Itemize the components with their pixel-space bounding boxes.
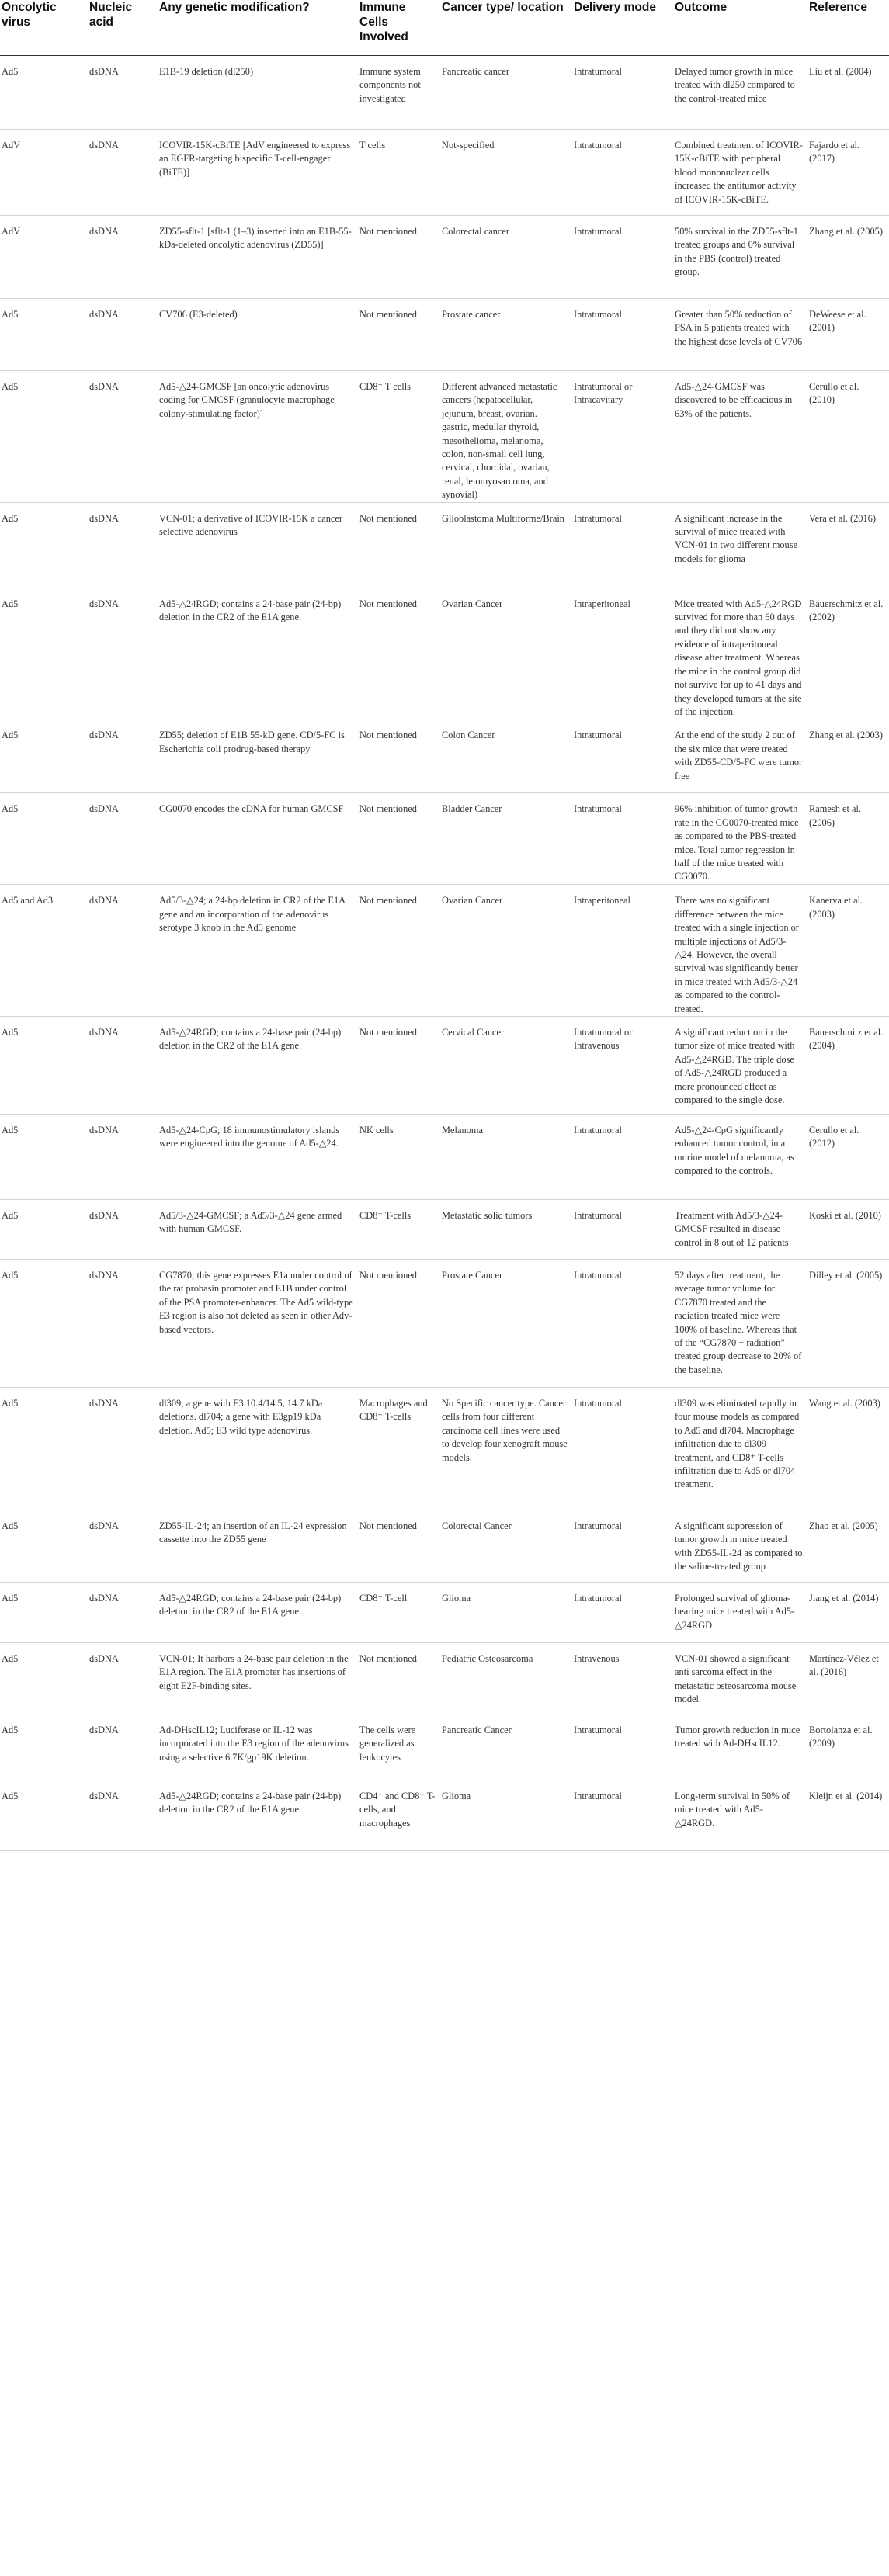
cell-immune-cells: Not mentioned xyxy=(358,885,440,1017)
cell-cancer-type: Bladder Cancer xyxy=(440,793,572,885)
cell-genetic-modification: Ad5-△24RGD; contains a 24-base pair (24-bp) deletion in the CR2 of the E1A gene. xyxy=(158,1016,358,1114)
cell-oncolytic-virus: Ad5 xyxy=(0,1199,88,1259)
header-delivery-mode: Delivery mode xyxy=(572,0,673,56)
cell-genetic-modification: Ad5-△24-CpG; 18 immunostimulatory islands were engineered into the genome of Ad5-△24. xyxy=(158,1114,358,1199)
cell-immune-cells: Not mentioned xyxy=(358,299,440,371)
cell-outcome: There was no significant difference between the mice treated with a single injection or multiple injections of Ad5/3-△24. However, the overall survival was significantly better in mice treated with Ad5/3-△24 as compared to the control-treated. xyxy=(673,885,807,1017)
cell-delivery-mode: Intratumoral xyxy=(572,719,673,793)
cell-delivery-mode: Intratumoral xyxy=(572,1387,673,1510)
cell-nucleic-acid: dsDNA xyxy=(88,1016,158,1114)
cell-delivery-mode: Intratumoral xyxy=(572,299,673,371)
cell-genetic-modification: Ad5-△24-GMCSF [an oncolytic adenovirus coding for GMCSF (granulocyte macrophage colony-stimulating factor)] xyxy=(158,371,358,503)
cell-delivery-mode: Intratumoral xyxy=(572,130,673,216)
cell-nucleic-acid: dsDNA xyxy=(88,371,158,503)
cell-outcome: dl309 was eliminated rapidly in four mouse models as compared to Ad5 and dl704. Macrophage infiltration due to dl309 treatment, and CD8⁺ T-cells infiltration due to Ad5 or dl704 treatment. xyxy=(673,1387,807,1510)
cell-immune-cells: Not mentioned xyxy=(358,719,440,793)
cell-outcome: VCN-01 showed a significant anti sarcoma effect in the metastatic osteosarcoma mouse model. xyxy=(673,1642,807,1714)
table-row xyxy=(0,1387,889,1510)
cell-outcome: Treatment with Ad5/3-△24-GMCSF resulted in disease control in 8 out of 12 patients xyxy=(673,1199,807,1259)
cell-outcome: Long-term survival in 50% of mice treated with Ad5-△24RGD. xyxy=(673,1780,807,1850)
cell-immune-cells: Not mentioned xyxy=(358,502,440,588)
table-row xyxy=(0,216,889,299)
cell-genetic-modification: Ad5-△24RGD; contains a 24-base pair (24-bp) deletion in the CR2 of the E1A gene. xyxy=(158,588,358,719)
table-row xyxy=(0,719,889,793)
cell-nucleic-acid: dsDNA xyxy=(88,1714,158,1780)
table-header xyxy=(0,0,889,56)
cell-oncolytic-virus: Ad5 xyxy=(0,1387,88,1510)
table-row xyxy=(0,588,889,719)
table-row xyxy=(0,793,889,885)
table-row xyxy=(0,502,889,588)
cell-reference: Bauerschmitz et al. (2002) xyxy=(807,588,889,719)
cell-delivery-mode: Intravenous xyxy=(572,1642,673,1714)
cell-cancer-type: Colorectal Cancer xyxy=(440,1510,572,1582)
cell-cancer-type: Not-specified xyxy=(440,130,572,216)
cell-genetic-modification: ZD55-IL-24; an insertion of an IL-24 expression cassette into the ZD55 gene xyxy=(158,1510,358,1582)
cell-immune-cells: Not mentioned xyxy=(358,1642,440,1714)
cell-nucleic-acid: dsDNA xyxy=(88,719,158,793)
cell-cancer-type: Glioblastoma Multiforme/Brain xyxy=(440,502,572,588)
cell-immune-cells: CD8⁺ T-cells xyxy=(358,1199,440,1259)
cell-reference: Kanerva et al. (2003) xyxy=(807,885,889,1017)
cell-oncolytic-virus: Ad5 xyxy=(0,1780,88,1850)
cell-outcome: A significant increase in the survival of mice treated with VCN-01 in two different mouse models for glioma xyxy=(673,502,807,588)
cell-genetic-modification: CV706 (E3-deleted) xyxy=(158,299,358,371)
cell-delivery-mode: Intratumoral xyxy=(572,1259,673,1387)
cell-oncolytic-virus: Ad5 xyxy=(0,56,88,130)
cell-delivery-mode: Intratumoral xyxy=(572,1199,673,1259)
cell-reference: Wang et al. (2003) xyxy=(807,1387,889,1510)
header-row xyxy=(0,0,889,56)
cell-delivery-mode: Intratumoral xyxy=(572,1582,673,1642)
cell-outcome: Greater than 50% reduction of PSA in 5 patients treated with the highest dose levels of CV706 xyxy=(673,299,807,371)
cell-cancer-type: Glioma xyxy=(440,1582,572,1642)
cell-oncolytic-virus: Ad5 xyxy=(0,1582,88,1642)
cell-oncolytic-virus: Ad5 xyxy=(0,1510,88,1582)
cell-oncolytic-virus: Ad5 and Ad3 xyxy=(0,885,88,1017)
header-reference: Reference xyxy=(807,0,889,56)
cell-immune-cells: Not mentioned xyxy=(358,1016,440,1114)
cell-cancer-type: Prostate cancer xyxy=(440,299,572,371)
cell-outcome: Ad5-△24-CpG significantly enhanced tumor control, in a murine model of melanoma, as compared to the controls. xyxy=(673,1114,807,1199)
cell-outcome: 52 days after treatment, the average tumor volume for CG7870 treated and the radiation treated mice were 100% of baseline. Whereas that of the “CG7870 + radiation” treated group decrease to 20% of the baseline. xyxy=(673,1259,807,1387)
cell-outcome: A significant reduction in the tumor size of mice treated with Ad5-△24RGD. The triple dose of Ad5-△24RGD produced a more pronounced effect as compared to the single dose. xyxy=(673,1016,807,1114)
cell-reference: Cerullo et al. (2010) xyxy=(807,371,889,503)
cell-nucleic-acid: dsDNA xyxy=(88,793,158,885)
cell-nucleic-acid: dsDNA xyxy=(88,1780,158,1850)
cell-outcome: Combined treatment of ICOVIR-15K-cBiTE with peripheral blood mononuclear cells increased the antitumor activity of ICOVIR-15K-cBiTE. xyxy=(673,130,807,216)
cell-genetic-modification: ICOVIR-15K-cBiTE [AdV engineered to express an EGFR-targeting bispecific T-cell-engager (BiTE)] xyxy=(158,130,358,216)
header-immune-cells: Immune Cells Involved xyxy=(358,0,440,56)
cell-outcome: Ad5-△24-GMCSF was discovered to be efficacious in 63% of the patients. xyxy=(673,371,807,503)
cell-cancer-type: Colon Cancer xyxy=(440,719,572,793)
cell-genetic-modification: Ad-DHscIL12; Luciferase or IL-12 was incorporated into the E3 region of the adenovirus using a selective 6.7K/gp19K deletion. xyxy=(158,1714,358,1780)
cell-reference: Zhao et al. (2005) xyxy=(807,1510,889,1582)
table-row xyxy=(0,56,889,130)
cell-genetic-modification: CG0070 encodes the cDNA for human GMCSF xyxy=(158,793,358,885)
cell-nucleic-acid: dsDNA xyxy=(88,1387,158,1510)
cell-cancer-type: Different advanced metastatic cancers (hepatocellular, jejunum, breast, ovarian. gastric, medullar thyroid, mesothelioma, melanoma, colon, non-small cell lung, cervical, choroidal, ovarian, renal, leiomyosarcoma, and synovial) xyxy=(440,371,572,503)
table-row xyxy=(0,1714,889,1780)
cell-genetic-modification: E1B-19 deletion (dl250) xyxy=(158,56,358,130)
table-row xyxy=(0,1114,889,1199)
cell-reference: Jiang et al. (2014) xyxy=(807,1582,889,1642)
cell-reference: Ramesh et al. (2006) xyxy=(807,793,889,885)
cell-reference: Vera et al. (2016) xyxy=(807,502,889,588)
header-cancer-type: Cancer type/ location xyxy=(440,0,572,56)
cell-delivery-mode: Intratumoral xyxy=(572,1780,673,1850)
cell-immune-cells: CD8⁺ T cells xyxy=(358,371,440,503)
cell-oncolytic-virus: Ad5 xyxy=(0,719,88,793)
cell-oncolytic-virus: Ad5 xyxy=(0,1114,88,1199)
table-row xyxy=(0,1510,889,1582)
cell-nucleic-acid: dsDNA xyxy=(88,885,158,1017)
cell-cancer-type: Pancreatic cancer xyxy=(440,56,572,130)
cell-cancer-type: Prostate Cancer xyxy=(440,1259,572,1387)
header-outcome: Outcome xyxy=(673,0,807,56)
cell-delivery-mode: Intratumoral xyxy=(572,1714,673,1780)
cell-outcome: At the end of the study 2 out of the six mice that were treated with ZD55-CD/5-FC were tumor free xyxy=(673,719,807,793)
cell-nucleic-acid: dsDNA xyxy=(88,1259,158,1387)
cell-delivery-mode: Intratumoral xyxy=(572,56,673,130)
cell-immune-cells: CD4⁺ and CD8⁺ T-cells, and macrophages xyxy=(358,1780,440,1850)
cell-cancer-type: Colorectal cancer xyxy=(440,216,572,299)
cell-delivery-mode: Intraperitoneal xyxy=(572,588,673,719)
cell-immune-cells: Not mentioned xyxy=(358,588,440,719)
cell-genetic-modification: Ad5-△24RGD; contains a 24-base pair (24-bp) deletion in the CR2 of the E1A gene. xyxy=(158,1780,358,1850)
cell-nucleic-acid: dsDNA xyxy=(88,56,158,130)
cell-cancer-type: Melanoma xyxy=(440,1114,572,1199)
cell-immune-cells: NK cells xyxy=(358,1114,440,1199)
table-row xyxy=(0,1642,889,1714)
cell-outcome: 50% survival in the ZD55-sflt-1 treated groups and 0% survival in the PBS (control) treated group. xyxy=(673,216,807,299)
cell-nucleic-acid: dsDNA xyxy=(88,588,158,719)
cell-cancer-type: Ovarian Cancer xyxy=(440,885,572,1017)
cell-immune-cells: Not mentioned xyxy=(358,1259,440,1387)
cell-oncolytic-virus: Ad5 xyxy=(0,502,88,588)
cell-genetic-modification: Ad5-△24RGD; contains a 24-base pair (24-bp) deletion in the CR2 of the E1A gene. xyxy=(158,1582,358,1642)
table-row xyxy=(0,1199,889,1259)
cell-outcome: Prolonged survival of glioma-bearing mice treated with Ad5-△24RGD xyxy=(673,1582,807,1642)
cell-genetic-modification: VCN-01; a derivative of ICOVIR-15K a cancer selective adenovirus xyxy=(158,502,358,588)
cell-immune-cells: T cells xyxy=(358,130,440,216)
cell-outcome: Mice treated with Ad5-△24RGD survived for more than 60 days and they did not show any evidence of intraperitoneal disease after treatment. Whereas the mice in the control group did not survive for up to 41 days and they developed tumors at the site of the injection. xyxy=(673,588,807,719)
cell-immune-cells: Not mentioned xyxy=(358,793,440,885)
cell-nucleic-acid: dsDNA xyxy=(88,299,158,371)
cell-immune-cells: Macrophages and CD8⁺ T-cells xyxy=(358,1387,440,1510)
cell-nucleic-acid: dsDNA xyxy=(88,1114,158,1199)
cell-reference: Cerullo et al. (2012) xyxy=(807,1114,889,1199)
cell-outcome: 96% inhibition of tumor growth rate in the CG0070-treated mice as compared to the PBS-treated mice. Total tumor regression in half of the mice treated with CG0070. xyxy=(673,793,807,885)
table-row xyxy=(0,1582,889,1642)
cell-delivery-mode: Intratumoral xyxy=(572,1114,673,1199)
cell-reference: Liu et al. (2004) xyxy=(807,56,889,130)
cell-immune-cells: CD8⁺ T-cell xyxy=(358,1582,440,1642)
cell-reference: Kleijn et al. (2014) xyxy=(807,1780,889,1850)
cell-oncolytic-virus: Ad5 xyxy=(0,371,88,503)
cell-cancer-type: Pediatric Osteosarcoma xyxy=(440,1642,572,1714)
cell-nucleic-acid: dsDNA xyxy=(88,130,158,216)
cell-nucleic-acid: dsDNA xyxy=(88,1582,158,1642)
cell-genetic-modification: VCN-01; It harbors a 24-base pair deletion in the E1A region. The E1A promoter has insertions of eight E2F-binding sites. xyxy=(158,1642,358,1714)
cell-oncolytic-virus: Ad5 xyxy=(0,588,88,719)
cell-genetic-modification: Ad5/3-△24-GMCSF; a Ad5/3-△24 gene armed with human GMCSF. xyxy=(158,1199,358,1259)
table-row xyxy=(0,1780,889,1850)
table-row xyxy=(0,130,889,216)
cell-immune-cells: Not mentioned xyxy=(358,1510,440,1582)
table-row xyxy=(0,1016,889,1114)
cell-oncolytic-virus: Ad5 xyxy=(0,1714,88,1780)
cell-delivery-mode: Intratumoral or Intravenous xyxy=(572,1016,673,1114)
cell-oncolytic-virus: Ad5 xyxy=(0,793,88,885)
cell-genetic-modification: dl309; a gene with E3 10.4/14.5, 14.7 kDa deletions. dl704; a gene with E3gp19 kDa deletion. Ad5; E3 wild type adenovirus. xyxy=(158,1387,358,1510)
cell-genetic-modification: ZD55-sflt-1 [sflt-1 (1–3) inserted into an E1B-55-kDa-deleted oncolytic adenovirus (ZD55)] xyxy=(158,216,358,299)
cell-immune-cells: Immune system components not investigated xyxy=(358,56,440,130)
table-body xyxy=(0,56,889,1851)
table-row xyxy=(0,1259,889,1387)
cell-outcome: A significant suppression of tumor growth in mice treated with ZD55-IL-24 as compared to the saline-treated group xyxy=(673,1510,807,1582)
cell-delivery-mode: Intratumoral xyxy=(572,793,673,885)
cell-reference: DeWeese et al. (2001) xyxy=(807,299,889,371)
cell-oncolytic-virus: Ad5 xyxy=(0,1259,88,1387)
cell-cancer-type: Ovarian Cancer xyxy=(440,588,572,719)
header-oncolytic-virus: Oncolytic virus xyxy=(0,0,88,56)
cell-cancer-type: Cervical Cancer xyxy=(440,1016,572,1114)
cell-delivery-mode: Intratumoral xyxy=(572,216,673,299)
header-nucleic-acid: Nucleic acid xyxy=(88,0,158,56)
cell-nucleic-acid: dsDNA xyxy=(88,1510,158,1582)
cell-outcome: Tumor growth reduction in mice treated with Ad-DHscIL12. xyxy=(673,1714,807,1780)
cell-nucleic-acid: dsDNA xyxy=(88,502,158,588)
cell-oncolytic-virus: AdV xyxy=(0,130,88,216)
cell-oncolytic-virus: Ad5 xyxy=(0,1642,88,1714)
header-genetic-modification: Any genetic modification? xyxy=(158,0,358,56)
cell-cancer-type: No Specific cancer type. Cancer cells from four different carcinoma cell lines were used to develop four xenograft mouse models. xyxy=(440,1387,572,1510)
cell-oncolytic-virus: Ad5 xyxy=(0,1016,88,1114)
cell-genetic-modification: ZD55; deletion of E1B 55-kD gene. CD/5-FC is Escherichia coli prodrug-based therapy xyxy=(158,719,358,793)
cell-delivery-mode: Intratumoral xyxy=(572,1510,673,1582)
cell-reference: Bortolanza et al. (2009) xyxy=(807,1714,889,1780)
cell-cancer-type: Glioma xyxy=(440,1780,572,1850)
cell-reference: Fajardo et al. (2017) xyxy=(807,130,889,216)
cell-reference: Koski et al. (2010) xyxy=(807,1199,889,1259)
table-row xyxy=(0,371,889,503)
cell-reference: Dilley et al. (2005) xyxy=(807,1259,889,1387)
cell-oncolytic-virus: Ad5 xyxy=(0,299,88,371)
cell-cancer-type: Metastatic solid tumors xyxy=(440,1199,572,1259)
cell-delivery-mode: Intraperitoneal xyxy=(572,885,673,1017)
cell-immune-cells: The cells were generalized as leukocytes xyxy=(358,1714,440,1780)
table-row xyxy=(0,299,889,371)
cell-oncolytic-virus: AdV xyxy=(0,216,88,299)
cell-reference: Zhang et al. (2003) xyxy=(807,719,889,793)
cell-genetic-modification: Ad5/3-△24; a 24-bp deletion in CR2 of the E1A gene and an incorporation of the adenovirus serotype 3 knob in the Ad5 genome xyxy=(158,885,358,1017)
cell-reference: Bauerschmitz et al. (2004) xyxy=(807,1016,889,1114)
cell-nucleic-acid: dsDNA xyxy=(88,216,158,299)
cell-delivery-mode: Intratumoral or Intracavitary xyxy=(572,371,673,503)
cell-cancer-type: Pancreatic Cancer xyxy=(440,1714,572,1780)
cell-genetic-modification: CG7870; this gene expresses E1a under control of the rat probasin promoter and E1B under control of the PSA promoter-enhancer. The Ad5 wild-type E3 region is also not deleted as seen in other Adv-based vectors. xyxy=(158,1259,358,1387)
cell-outcome: Delayed tumor growth in mice treated with dl250 compared to the control-treated mice xyxy=(673,56,807,130)
table-row xyxy=(0,885,889,1017)
cell-reference: Martínez-Vélez et al. (2016) xyxy=(807,1642,889,1714)
cell-immune-cells: Not mentioned xyxy=(358,216,440,299)
cell-nucleic-acid: dsDNA xyxy=(88,1642,158,1714)
cell-reference: Zhang et al. (2005) xyxy=(807,216,889,299)
cell-nucleic-acid: dsDNA xyxy=(88,1199,158,1259)
cell-delivery-mode: Intratumoral xyxy=(572,502,673,588)
